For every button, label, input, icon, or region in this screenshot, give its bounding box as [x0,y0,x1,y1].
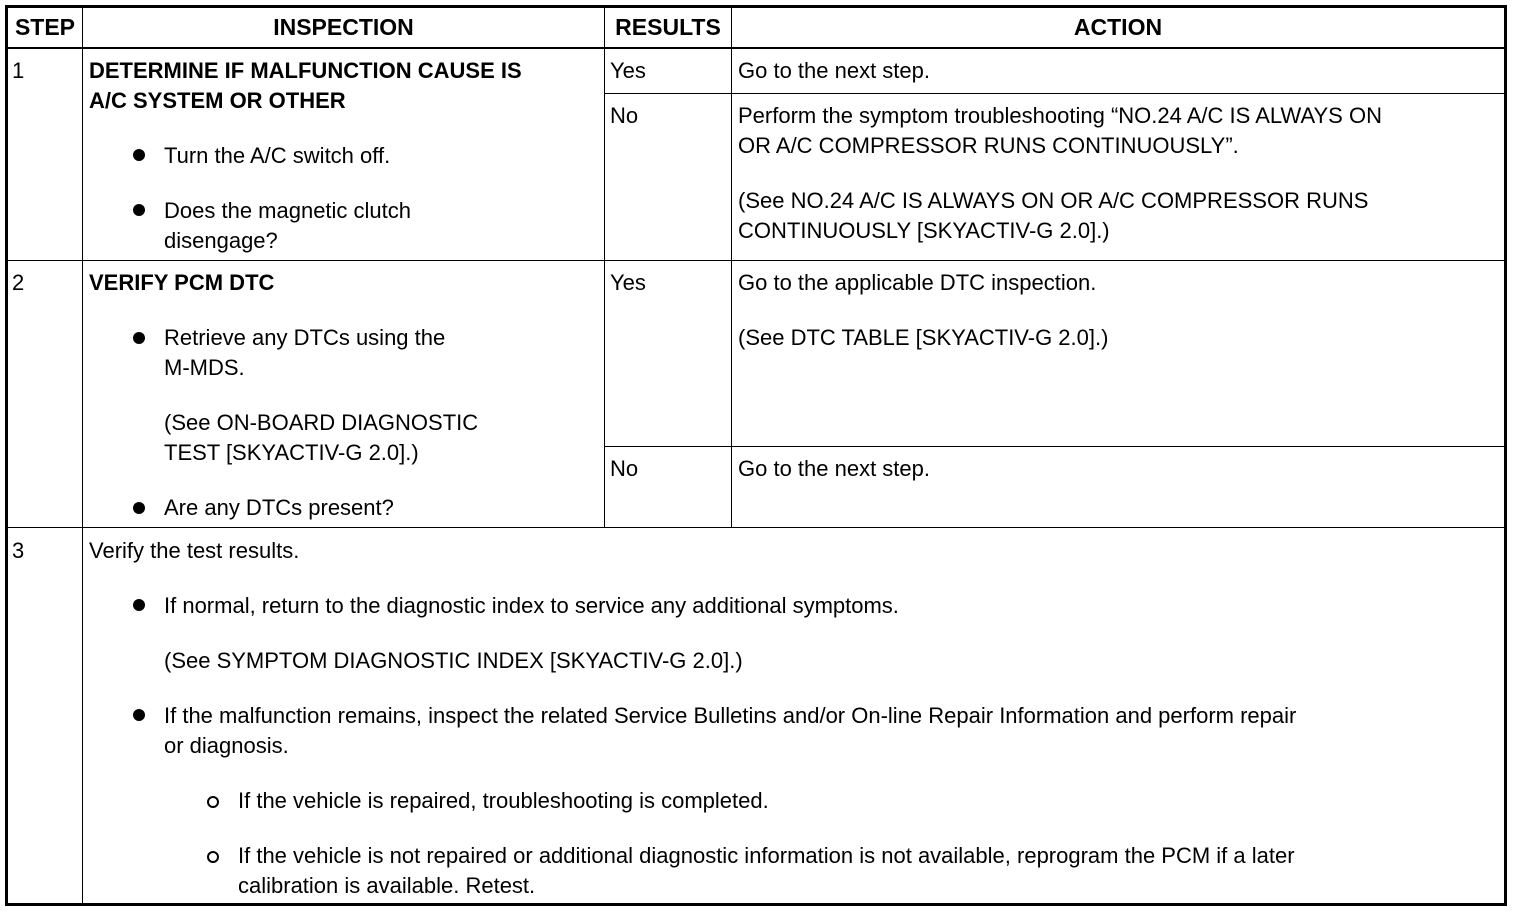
step2-bullet1-line2: M-MDS. [164,355,245,380]
header-inspection: INSPECTION [273,14,414,40]
step1-bullet2-line2: disengage? [164,228,278,253]
step2-yes-see: (See DTC TABLE [SKYACTIV-G 2.0].) [738,325,1109,350]
step1-no-action-line1: Perform the symptom troubleshooting “NO.24 A/C IS ALWAYS ON [738,103,1382,128]
step2-see-line2: TEST [SKYACTIV-G 2.0].) [164,440,419,465]
step3-number: 3 [12,538,25,563]
header-results: RESULTS [615,14,721,40]
step1-no-result: No [610,103,639,128]
step1-no-see-line1: (See NO.24 A/C IS ALWAYS ON OR A/C COMPRESSOR RUNS [738,188,1369,213]
step2-bullet2: Are any DTCs present? [164,495,394,520]
bullet-icon [133,709,145,721]
step2-yes-result: Yes [610,270,646,295]
step1-bullet2-line1: Does the magnetic clutch [164,198,412,223]
bullet-icon [133,332,145,344]
step3-sub2-line1: If the vehicle is not repaired or additional diagnostic information is not available, reprogram the PCM if a later [238,843,1295,868]
row1-bottom-rule [8,260,1504,261]
bullet-icon [133,599,145,611]
step3-intro: Verify the test results. [89,538,300,563]
step3-bullet1: If normal, return to the diagnostic index to service any additional symptoms. [164,593,899,618]
bullet-icon [133,502,145,514]
step2-see-line1: (See ON-BOARD DIAGNOSTIC [164,410,479,435]
step3-see: (See SYMPTOM DIAGNOSTIC INDEX [SKYACTIV-G 2.0].) [164,648,743,673]
step1-yes-action: Go to the next step. [738,58,931,83]
step1-bullet1: Turn the A/C switch off. [164,143,391,168]
step1-number: 1 [12,58,25,83]
step1-no-action-line2: OR A/C COMPRESSOR RUNS CONTINUOUSLY”. [738,133,1239,158]
row2-bottom-rule [8,527,1504,528]
row1-yes-no-rule [604,93,1504,94]
step3-sub2-line2: calibration is available. Retest. [238,873,536,898]
step1-no-see-line2: CONTINUOUSLY [SKYACTIV-G 2.0].) [738,218,1110,243]
step2-no-result: No [610,456,639,481]
step2-no-action: Go to the next step. [738,456,931,481]
step1-title-line1: DETERMINE IF MALFUNCTION CAUSE IS [89,58,522,83]
header-action: ACTION [1073,14,1163,40]
step2-title: VERIFY PCM DTC [89,270,275,295]
sub-bullet-icon [207,796,219,808]
step2-yes-action: Go to the applicable DTC inspection. [738,270,1097,295]
header-step: STEP [14,14,76,40]
step1-title-line2: A/C SYSTEM OR OTHER [89,88,346,113]
step2-number: 2 [12,270,25,295]
bullet-icon [133,204,145,216]
step1-yes-result: Yes [610,58,646,83]
step3-bullet2-line2: or diagnosis. [164,733,289,758]
step3-sub1: If the vehicle is repaired, troubleshooting is completed. [238,788,769,813]
row2-yes-no-rule [604,446,1504,447]
sub-bullet-icon [207,851,219,863]
step2-bullet1-line1: Retrieve any DTCs using the [164,325,446,350]
bullet-icon [133,149,145,161]
header-rule [8,47,1504,49]
step-column-rule [82,8,83,903]
step3-bullet2-line1: If the malfunction remains, inspect the related Service Bulletins and/or On-line Repair Information and perform repair [164,703,1297,728]
inspection-column-rule [604,8,605,528]
results-column-rule [731,8,732,528]
